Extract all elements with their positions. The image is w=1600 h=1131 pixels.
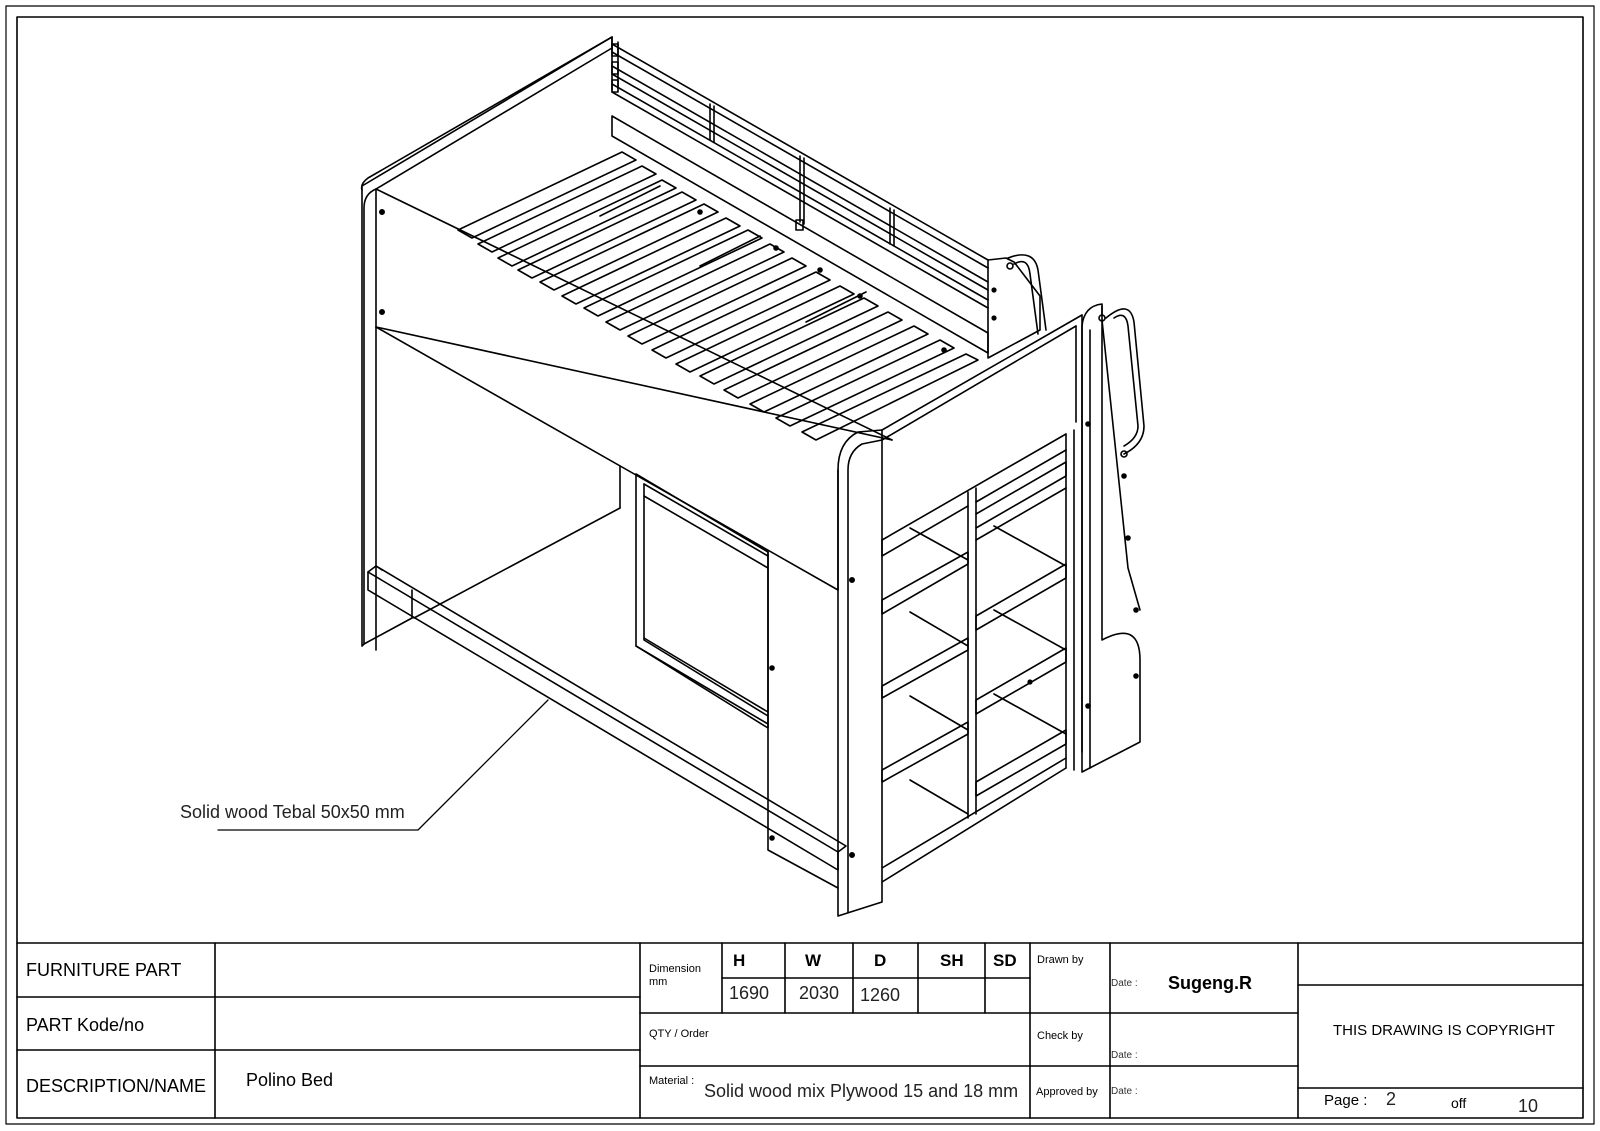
screw-dot: [380, 310, 384, 314]
furniture-part-label: FURNITURE PART: [26, 960, 182, 980]
description-value: Polino Bed: [246, 1070, 334, 1090]
dimension-unit: mm: [649, 976, 668, 988]
drawn-by-value: Sugeng.R: [1168, 973, 1252, 993]
left-headboard-panel: [362, 37, 892, 646]
under-bed-cabinet: [636, 474, 838, 888]
dim-value-h: 1690: [729, 983, 770, 1003]
ladder-panel: [1082, 304, 1144, 772]
dim-header-sd: SD: [993, 951, 1017, 970]
check-date-label: Date :: [1111, 1050, 1138, 1061]
bed-slats: [458, 152, 978, 440]
shelf-unit: [882, 430, 1074, 882]
part-code-label: PART Kode/no: [26, 1015, 145, 1035]
copyright-notice: THIS DRAWING IS COPYRIGHT: [1333, 1022, 1555, 1039]
dimension-label: Dimension: [649, 963, 701, 975]
approved-date-label: Date :: [1111, 1086, 1138, 1097]
footboard-panel: [838, 315, 1082, 916]
dim-header-sh: SH: [940, 951, 964, 970]
description-label: DESCRIPTION/NAME: [26, 1076, 207, 1096]
dim-header-w: W: [805, 951, 822, 970]
dim-header-d: D: [874, 951, 887, 970]
dim-value-w: 2030: [799, 983, 840, 1003]
floor-rail: [368, 566, 846, 870]
page-total: 10: [1518, 1096, 1539, 1116]
dim-value-d: 1260: [860, 985, 901, 1005]
dim-header-h: H: [733, 951, 746, 970]
page-number: 2: [1386, 1089, 1397, 1109]
callout-label: Solid wood Tebal 50x50 mm: [180, 802, 405, 822]
qty-label: QTY / Order: [649, 1028, 709, 1040]
drawn-date-label: Date :: [1111, 978, 1138, 989]
material-value: Solid wood mix Plywood 15 and 18 mm: [704, 1081, 1019, 1101]
material-label: Material :: [649, 1075, 695, 1087]
check-by-label: Check by: [1037, 1030, 1083, 1042]
approved-by-label: Approved by: [1036, 1086, 1098, 1098]
back-ladder: [988, 255, 1046, 358]
screw-dot: [380, 210, 384, 214]
drawn-by-label: Drawn by: [1037, 954, 1084, 966]
page-label: Page :: [1324, 1092, 1368, 1109]
page-of-label: off: [1451, 1095, 1467, 1111]
